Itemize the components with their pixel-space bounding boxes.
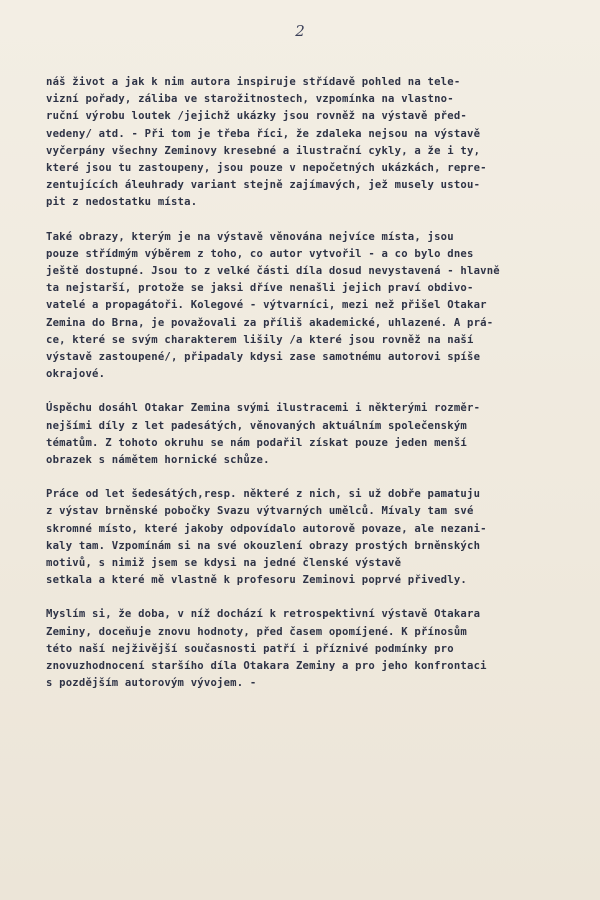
text-line: tématům. Z tohoto okruhu se nám podařil získat pouze jeden menší <box>46 436 467 449</box>
text-line: pit z nedostatku místa. <box>46 196 198 209</box>
text-line: vedeny/ atd. - Při tom je třeba říci, že zdaleka nejsou na výstavě <box>46 127 481 140</box>
typed-text-body <box>46 74 576 710</box>
text-line: znovuzhodnocení staršího díla Otakara Zeminy a pro jeho konfrontaci <box>46 660 487 673</box>
text-line: vatelé a propagátoři. Kolegové - výtvarníci, mezi než přišel Otakar <box>46 299 487 312</box>
text-line: motivů, s nimiž jsem se kdysi na jedné členské výstavě <box>46 557 402 570</box>
paragraph <box>46 486 576 589</box>
text-line: náš život a jak k nim autora inspiruje střídavě pohled na tele- <box>46 76 461 88</box>
text-line: nejšími díly z let padesátých, věnovaných aktuálním společenským <box>46 419 467 432</box>
text-line: ruční výrobu loutek /jejichž ukázky jsou rovněž na výstavě před- <box>46 110 467 123</box>
text-line: Práce od let šedesátých,resp. některé z nich, si už dobře pamatuju <box>46 488 481 501</box>
text-line: Také obrazy, kterým je na výstavě věnována nejvíce místa, jsou <box>46 230 454 243</box>
text-line: s pozdějším autorovým vývojem. - <box>46 677 257 690</box>
page-number: 2 <box>295 22 305 40</box>
text-line: pouze střídmým výběrem z toho, co autor vytvořil - a co bylo dnes <box>46 247 474 260</box>
text-line: ce, které se svým charakterem lišily /a které jsou rovněž na naší <box>46 333 474 346</box>
text-line: Zemina do Brna, je považovali za příliš akademické, uhlazené. A prá- <box>46 316 494 329</box>
text-line: Myslím si, že doba, v níž dochází k retrospektivní výstavě Otakara <box>46 608 481 621</box>
text-line: okrajové. <box>46 368 106 381</box>
text-line: které jsou tu zastoupeny, jsou pouze v nepočetných ukázkách, repre- <box>46 162 487 175</box>
text-line: ta nejstarší, protože se jaksi dříve nenašli jejich praví obdivo- <box>46 282 474 295</box>
text-line: kaly tam. Vzpomínám si na své okouzlení obrazy prostých brněnských <box>46 539 481 552</box>
text-line: vizní pořady, záliba ve starožitnostech, vzpomínka na vlastno- <box>46 93 454 106</box>
text-line: této naší nejživější současnosti patří i příznivé podmínky pro <box>46 642 454 655</box>
text-line: ještě dostupné. Jsou to z velké části díla dosud nevystavená - hlavně <box>46 265 500 278</box>
text-line: vyčerpány všechny Zeminovy kresebné a ilustrační cykly, a že i ty, <box>46 144 481 157</box>
paragraph <box>46 74 576 212</box>
text-line: zentujících áleuhrady variant stejně zajímavých, jež musely ustou- <box>46 179 481 192</box>
text-line: Zeminy, doceňuje znovu hodnoty, před časem opomíjené. K přínosům <box>46 625 467 638</box>
paragraph <box>46 606 576 692</box>
text-line: Úspěchu dosáhl Otakar Zemina svými ilustracemi i některými rozměr- <box>46 402 481 415</box>
paragraph <box>46 229 576 384</box>
text-line: setkala a které mě vlastně k profesoru Zeminovi poprvé přivedly. <box>46 574 467 587</box>
text-line: skromné místo, které jakoby odpovídalo autorově povaze, ale nezani- <box>46 522 487 535</box>
text-line: obrazek s námětem hornické schůze. <box>46 454 270 467</box>
text-line: z výstav brněnské pobočky Svazu výtvarných umělců. Mívaly tam své <box>46 505 474 518</box>
paragraph <box>46 400 576 469</box>
text-line: výstavě zastoupené/, připadaly kdysi zase samotnému autorovi spíše <box>46 351 481 364</box>
